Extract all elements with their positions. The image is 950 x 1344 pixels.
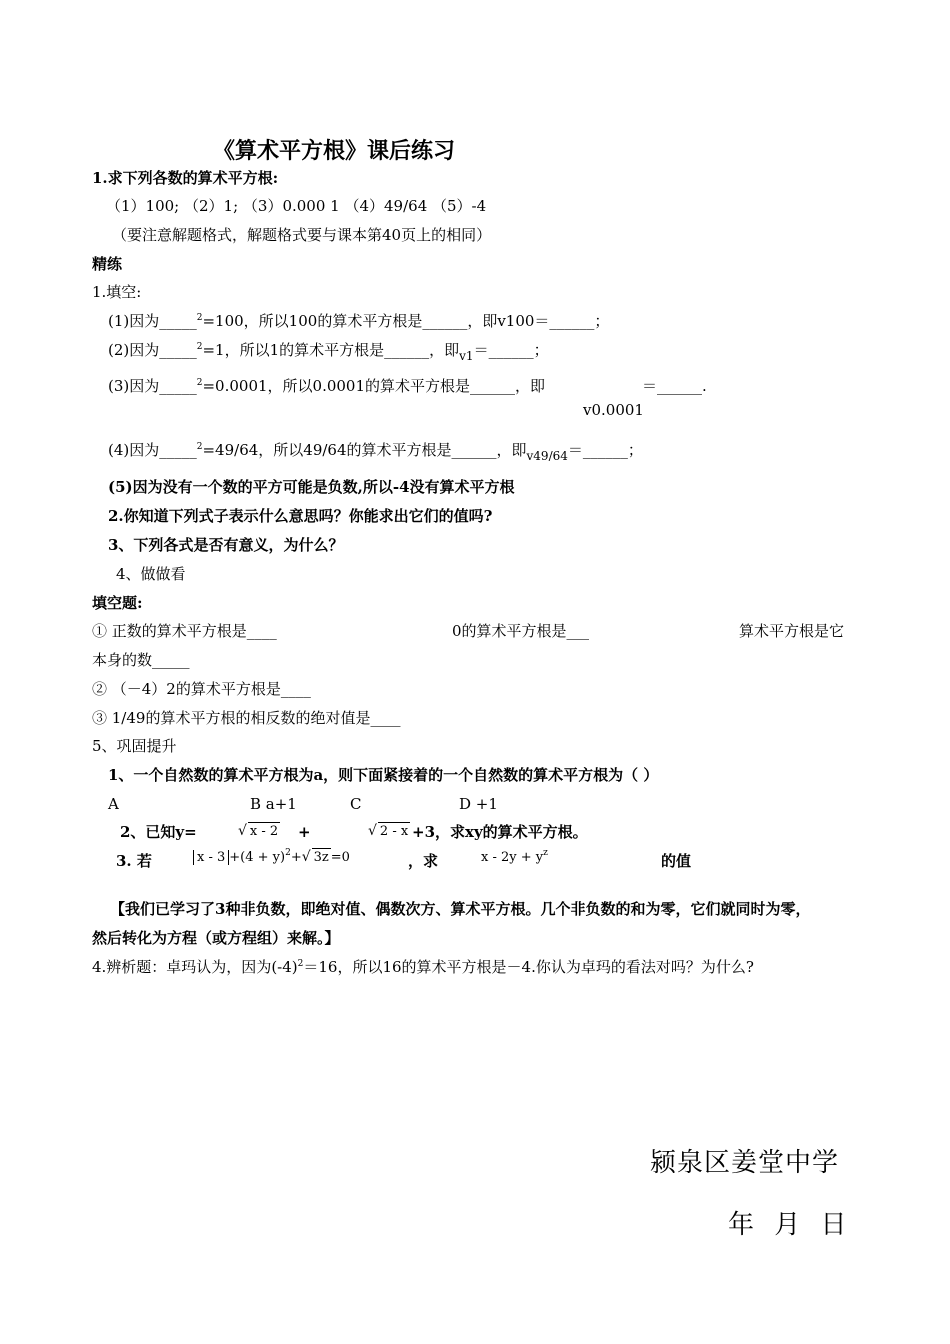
q5-problem-1: 1、一个自然数的算术平方根为a，则下面紧接着的一个自然数的算术平方根为（ ） <box>108 766 659 784</box>
fill-4-sup: 2 <box>196 442 203 452</box>
fill-4-sub: v49/64 <box>526 449 568 463</box>
q5-problem-2-plus: + <box>298 823 311 841</box>
q1-heading: 1.求下列各数的算术平方根: <box>92 169 279 187</box>
q5-problem-2-a: 2、已知y= <box>120 823 197 841</box>
eq-3-sup: 2 <box>285 848 291 858</box>
fill-3-c: ＝______. <box>642 377 707 395</box>
q1-note: （要注意解题格式，解题格式要与课本第40页上的相同） <box>112 226 492 244</box>
fill-2-a: (2)因为_____ <box>108 341 197 359</box>
q5-problem-3-b: ，求 <box>408 852 439 870</box>
radicand-1: x - 2 <box>249 824 279 839</box>
section-jinglian: 精练 <box>92 255 123 273</box>
option-b: B a+1 <box>250 795 297 813</box>
sqrt-sign-icon: √ <box>238 823 247 839</box>
equation-3 <box>193 848 350 868</box>
summary-line-1: 【我们已学习了3种非负数，即绝对值、偶数次方、算术平方根。几个非负数的和为零，它们就同时为零， <box>110 900 811 918</box>
fill-heading: 1.填空: <box>92 283 142 301</box>
fill-3-a: (3)因为_____ <box>108 377 197 395</box>
q4b-b: ＝16，所以16的算术平方根是－4.你认为卓玛的看法对吗？为什么? <box>303 958 754 976</box>
question-4-analysis <box>92 957 754 980</box>
sqrt-sign-icon: √ <box>301 849 311 865</box>
eq-3-eq: =0 <box>330 850 350 865</box>
q5-problem-2-b: +3，求xy的算术平方根。 <box>412 823 588 841</box>
fill-line-2 <box>108 340 549 363</box>
fill-2-sub: v1 <box>459 349 474 363</box>
school-name: 颍泉区姜堂中学 <box>650 1148 840 1178</box>
fill-2-c: ＝______； <box>473 341 549 359</box>
question-4: 4、做做看 <box>116 565 186 583</box>
abs-value: x - 3 <box>193 850 229 865</box>
eq-3-mid: +(4 + y) <box>229 850 286 865</box>
tiankong-1a: ① 正数的算术平方根是____ <box>92 622 277 640</box>
tiankong-1d: 本身的数_____ <box>92 651 190 669</box>
option-c: C <box>350 795 362 813</box>
expr-3: x - 2y + y <box>481 850 544 865</box>
fill-2-sup: 2 <box>196 342 203 352</box>
fill-line-1 <box>108 311 609 334</box>
fill-line-3 <box>108 376 545 399</box>
q4b-sup: 2 <box>297 959 304 969</box>
tiankong-1c: 算术平方根是它 <box>739 622 845 640</box>
fill-3-sup: 2 <box>196 378 203 388</box>
summary-line-2: 然后转化为方程（或方程组）来解。】 <box>92 929 340 947</box>
expr-3-exp: z <box>543 848 548 858</box>
date-line: 年 月 日 <box>728 1210 848 1240</box>
fill-3-b: =0.0001，所以0.0001的算术平方根是______，即 <box>202 377 546 395</box>
fill-line-4 <box>108 440 643 463</box>
question-2: 2.你知道下列式子表示什么意思吗？你能求出它们的值吗? <box>108 507 493 525</box>
fill-1-b: =100，所以100的算术平方根是______，即 <box>202 312 498 330</box>
radical-1 <box>238 822 280 841</box>
fill-4-b: =49/64，所以49/64的算术平方根是______，即 <box>202 441 527 459</box>
tiankong-3: ③ 1/49的算术平方根的相反数的绝对值是____ <box>92 709 401 727</box>
sqrt-sign-icon: √ <box>368 823 377 839</box>
radical-2 <box>368 822 410 841</box>
tiankong-heading: 填空题: <box>92 594 143 612</box>
fill-3-d: v0.0001 <box>583 401 644 419</box>
page-title: 《算术平方根》课后练习 <box>213 138 456 164</box>
eq-3-plus: + <box>290 850 302 865</box>
radicand-2: 2 - x <box>379 824 409 839</box>
radicand-3: 3z <box>313 850 329 865</box>
q5-heading: 5、巩固提升 <box>92 737 177 755</box>
q5-problem-3-a: 3. 若 <box>116 852 152 870</box>
fill-1-c: v100＝______； <box>497 312 610 330</box>
fill-4-c: ＝______； <box>567 441 643 459</box>
question-3: 3、下列各式是否有意义，为什么？ <box>108 536 344 554</box>
fill-2-b: =1，所以1的算术平方根是______，即 <box>202 341 460 359</box>
q1-items: （1）100; （2）1; （3）0.000 1 （4）49/64 （5）-4 <box>106 197 487 215</box>
tiankong-1b: 0的算术平方根是___ <box>452 622 590 640</box>
expression-3 <box>481 849 548 868</box>
fill-1-sup: 2 <box>196 313 203 323</box>
fill-4-a: (4)因为_____ <box>108 441 197 459</box>
fill-line-5: (5)因为没有一个数的平方可能是负数,所以-4没有算术平方根 <box>108 478 515 496</box>
option-a: A <box>108 795 119 813</box>
q5-problem-3-c: 的值 <box>661 852 692 870</box>
q4b-a: 4.辨析题：卓玛认为，因为(-4) <box>92 958 298 976</box>
option-d: D +1 <box>459 795 498 813</box>
tiankong-2: ② （－4）2的算术平方根是____ <box>92 680 311 698</box>
fill-1-a: (1)因为_____ <box>108 312 197 330</box>
